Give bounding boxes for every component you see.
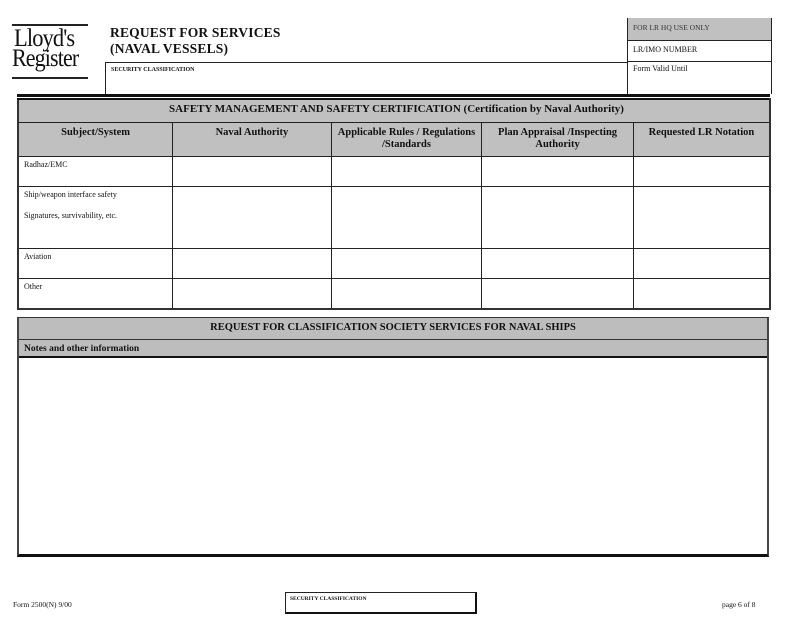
naval-authority-input[interactable] <box>173 187 332 249</box>
table-row <box>18 187 770 249</box>
notes-label: Notes and other information <box>19 340 767 358</box>
applicable-rules-input[interactable] <box>331 157 482 187</box>
safety-table-title: SAFETY MANAGEMENT AND SAFETY CERTIFICATION (Certification by Naval Authority) <box>18 99 770 123</box>
table-row <box>18 157 770 187</box>
col-header-plan-appraisal: Plan Appraisal /Inspecting Authority <box>482 123 634 157</box>
form-valid-until-field[interactable] <box>628 62 771 94</box>
naval-authority-input[interactable] <box>173 279 332 309</box>
footer-security-classification-label: SECURITY CLASSIFICATION <box>290 596 367 602</box>
naval-authority-input[interactable] <box>173 157 332 187</box>
applicable-rules-input[interactable] <box>331 279 482 309</box>
services-section-title: REQUEST FOR CLASSIFICATION SOCIETY SERVICES FOR NAVAL SHIPS <box>19 318 767 340</box>
security-classification-label: SECURITY CLASSIFICATION <box>111 67 195 73</box>
lr-notation-input[interactable] <box>633 157 770 187</box>
hq-use-only-label: FOR LR HQ USE ONLY <box>628 18 771 40</box>
naval-authority-input[interactable] <box>173 249 332 279</box>
subject-cell: Other <box>18 279 173 309</box>
services-request-section <box>17 317 769 557</box>
notes-textarea[interactable] <box>19 360 767 554</box>
col-header-applicable-rules: Applicable Rules / Regulations /Standards <box>331 123 482 157</box>
subject-cell: Radhaz/EMC <box>18 157 173 187</box>
form-number: Form 2500(N) 9/00 <box>13 600 72 609</box>
subject-cell <box>18 187 173 249</box>
col-header-lr-notation: Requested LR Notation <box>633 123 770 157</box>
footer-security-classification-field[interactable] <box>285 592 477 614</box>
plan-appraisal-input[interactable] <box>482 187 634 249</box>
security-classification-field[interactable] <box>105 62 628 95</box>
lr-imo-number-label: LR/IMO NUMBER <box>633 45 698 54</box>
page-number: page 6 of 8 <box>722 600 756 609</box>
form-valid-until-label: Form Valid Until <box>633 64 688 73</box>
subject-text: Ship/weapon interface safety <box>24 190 117 199</box>
lr-notation-input[interactable] <box>633 187 770 249</box>
applicable-rules-input[interactable] <box>331 249 482 279</box>
plan-appraisal-input[interactable] <box>482 279 634 309</box>
col-header-subject: Subject/System <box>18 123 173 157</box>
table-row <box>18 279 770 309</box>
hq-use-box <box>627 18 772 94</box>
applicable-rules-input[interactable] <box>331 187 482 249</box>
subject-text-secondary: Signatures, survivability, etc. <box>24 211 118 220</box>
col-header-naval-authority: Naval Authority <box>173 123 332 157</box>
form-title-line-2: (NAVAL VESSELS) <box>110 41 229 56</box>
lr-notation-input[interactable] <box>633 249 770 279</box>
header-divider <box>17 94 770 97</box>
safety-certification-table <box>17 98 771 310</box>
form-title <box>110 25 281 57</box>
logo-line-1: Lloyd's <box>14 25 75 52</box>
subject-cell: Aviation <box>18 249 173 279</box>
form-title-line-1: REQUEST FOR SERVICES <box>110 25 281 40</box>
logo-line-2: Register <box>12 45 79 72</box>
lr-imo-number-field[interactable] <box>628 40 771 62</box>
plan-appraisal-input[interactable] <box>482 157 634 187</box>
table-row <box>18 249 770 279</box>
lr-notation-input[interactable] <box>633 279 770 309</box>
lloyds-register-logo <box>12 24 90 80</box>
plan-appraisal-input[interactable] <box>482 249 634 279</box>
